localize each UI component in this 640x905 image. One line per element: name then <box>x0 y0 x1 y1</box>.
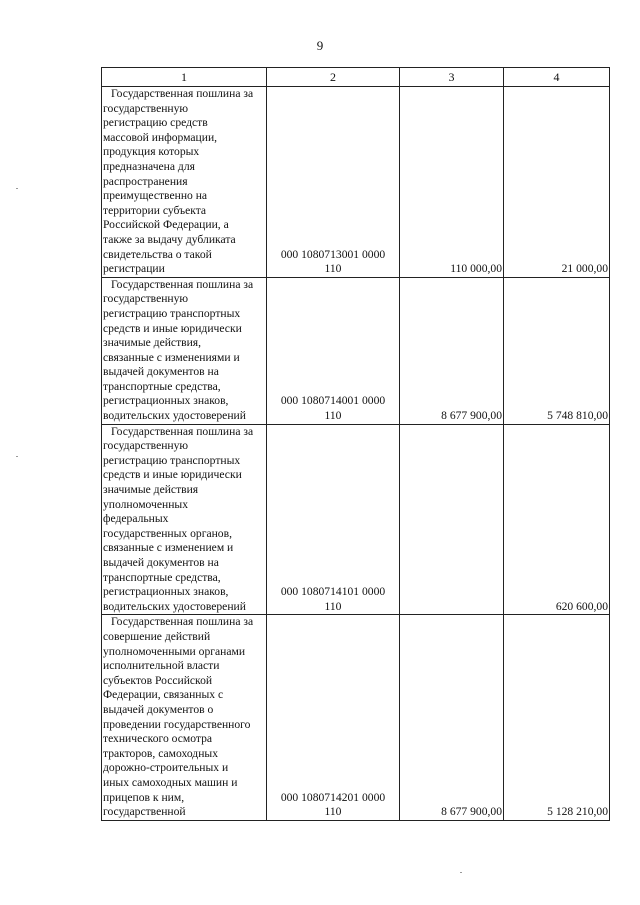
scan-speck <box>460 872 462 873</box>
row-code: 000 1080714001 0000 110 <box>267 277 400 424</box>
scan-speck <box>16 188 18 189</box>
row-code: 000 1080714101 0000 110 <box>267 424 400 615</box>
budget-table <box>101 67 610 821</box>
table-row <box>102 424 610 615</box>
header-col-1: 1 <box>102 68 267 87</box>
scan-speck <box>16 456 18 457</box>
row-col4-value: 5 748 810,00 <box>504 277 610 424</box>
row-col3-value: 8 677 900,00 <box>400 277 504 424</box>
table-header-row <box>102 68 610 87</box>
header-col-2: 2 <box>267 68 400 87</box>
row-description: Государственная пошлина за государственную регистрацию транспортных средств и иные юридически значимые действия, связанные с изменениями и выдачей документов на транспортные средства, регистрационных знаков, водительских удостоверений <box>102 277 267 424</box>
header-col-3: 3 <box>400 68 504 87</box>
row-col4-value: 620 600,00 <box>504 424 610 615</box>
header-col-4: 4 <box>504 68 610 87</box>
page-number: 9 <box>316 38 324 53</box>
row-description: Государственная пошлина за совершение действий уполномоченными органами исполнительной власти субъектов Российской Федерации, связанных с выдачей документов о проведении государственного технического осмотра тракторов, самоходных дорожно-строительных и иных самоходных машин и прицепов к ним, государственной <box>102 615 267 820</box>
row-code: 000 1080713001 0000 110 <box>267 87 400 278</box>
row-col4-value: 5 128 210,00 <box>504 615 610 820</box>
row-code: 000 1080714201 0000 110 <box>267 615 400 820</box>
row-description: Государственная пошлина за государственную регистрацию средств массовой информации, продукция которых предназначена для распространения преимущественно на территории субъекта Российской Федерации, а также за выдачу дубликата свидетельства о такой регистрации <box>102 87 267 278</box>
row-col4-value: 21 000,00 <box>504 87 610 278</box>
row-col3-value: 110 000,00 <box>400 87 504 278</box>
table-row <box>102 87 610 278</box>
table-row <box>102 277 610 424</box>
row-col3-value <box>400 424 504 615</box>
table-row <box>102 615 610 820</box>
row-col3-value: 8 677 900,00 <box>400 615 504 820</box>
row-description: Государственная пошлина за государственную регистрацию транспортных средств и иные юридически значимые действия уполномоченных федеральных государственных органов, связанные с изменением и выдачей документов на транспортные средства, регистрационных знаков, водительских удостоверений <box>102 424 267 615</box>
